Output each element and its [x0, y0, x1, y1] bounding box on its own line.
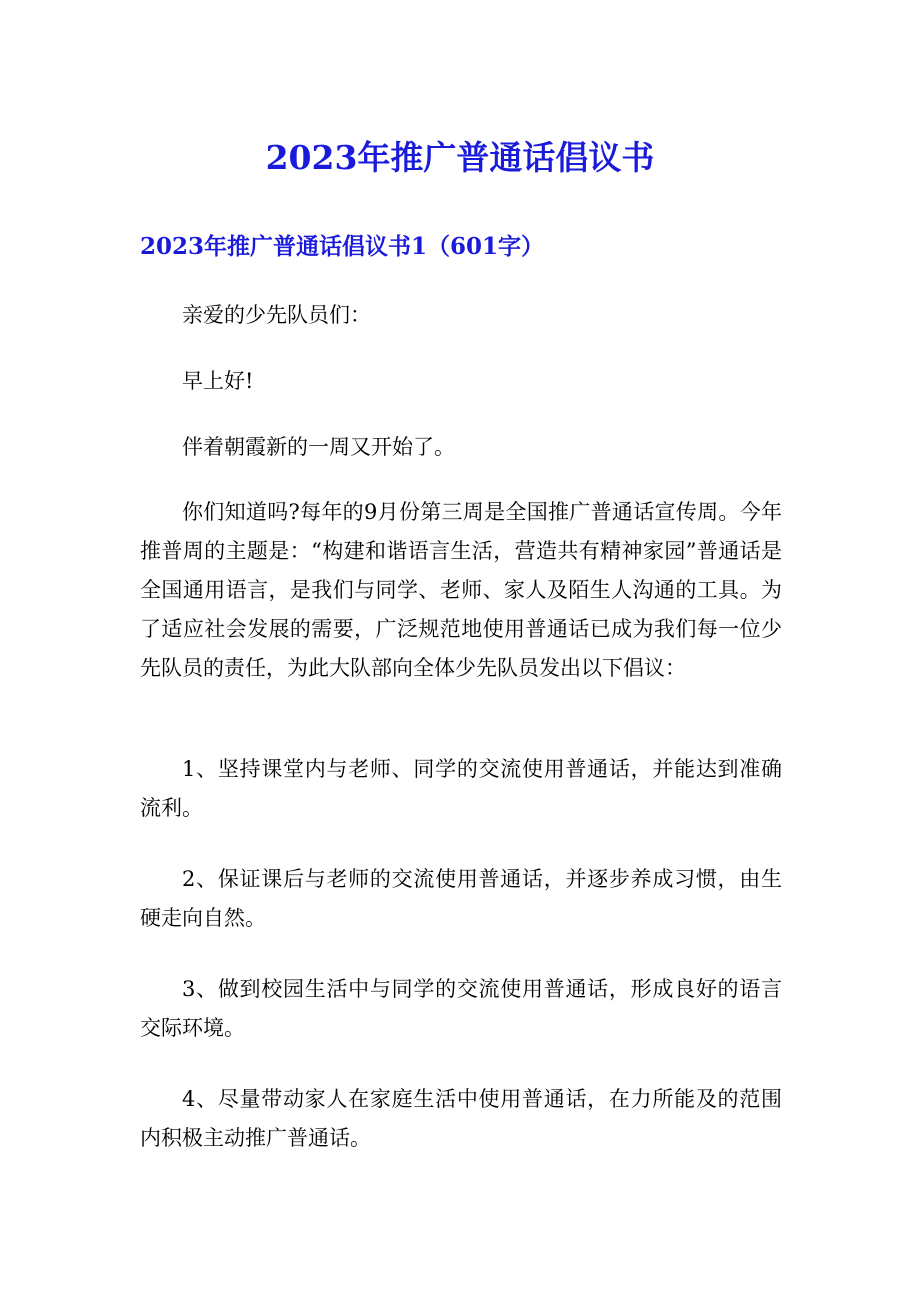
proposal-item-1: 1、坚持课堂内与老师、同学的交流使用普通话，并能达到准确流利。	[140, 757, 782, 820]
proposal-item-3: 3、做到校园生活中与同学的交流使用普通话，形成良好的语言交际环境。	[140, 977, 782, 1040]
greeting-paragraph: 亲爱的少先队员们：	[182, 303, 371, 327]
body-paragraph: 你们知道吗?每年的9月份第三周是全国推广普通话宣传周。今年推普周的主题是：“构建和谐语言生活，营造共有精神家园”普通话是全国通用语言，是我们与同学、老师、家人及陌生人沟通的工具。为了适应社会发展的需要，广泛规范地使用普通话已成为我们每一位少先队员的责任，为此大队部向全体少先队员发出以下倡议：	[140, 500, 782, 680]
proposal-item-2: 2、保证课后与老师的交流使用普通话，并逐步养成习惯，由生硬走向自然。	[140, 867, 782, 930]
intro-paragraph: 伴着朝霞新的一周又开始了。	[182, 435, 455, 459]
salutation-paragraph: 早上好!	[182, 369, 254, 393]
document-title: 2023年推广普通话倡议书	[265, 138, 655, 177]
section-heading: 2023年推广普通话倡议书1（601字）	[140, 233, 545, 260]
proposal-item-4: 4、尽量带动家人在家庭生活中使用普通话，在力所能及的范围内积极主动推广普通话。	[140, 1087, 782, 1150]
